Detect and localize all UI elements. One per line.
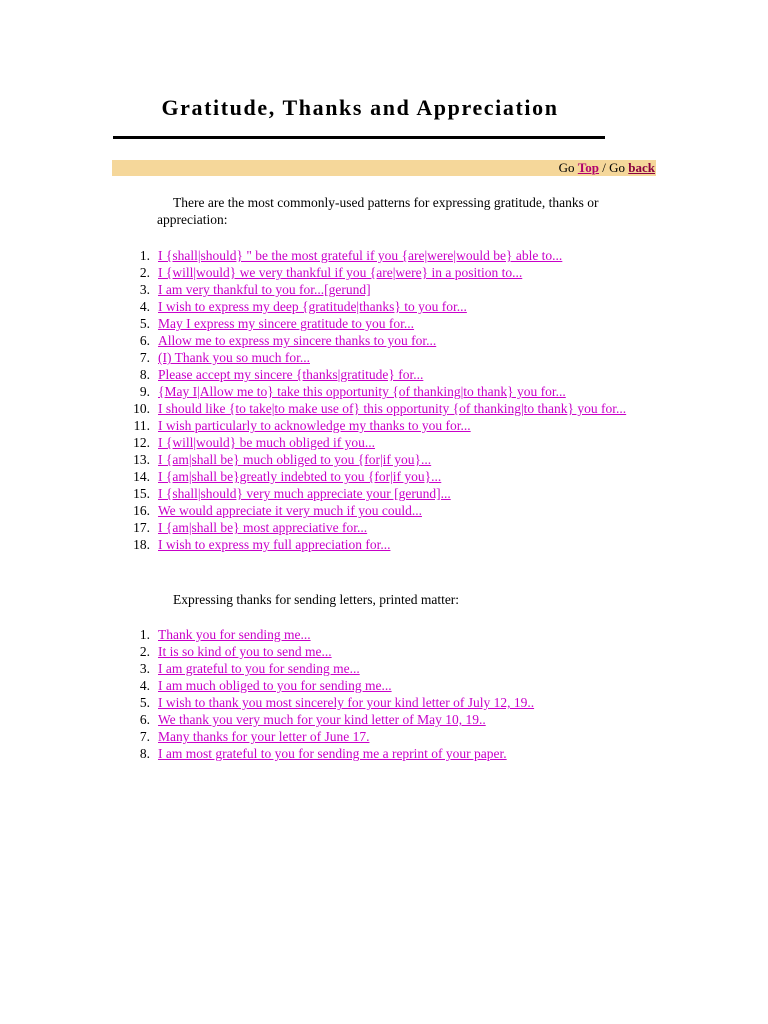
list-item bbox=[139, 349, 648, 366]
phrase-link[interactable]: We would appreciate it very much if you could... bbox=[158, 503, 422, 518]
list-item bbox=[139, 660, 648, 677]
phrase-link[interactable]: Allow me to express my sincere thanks to you for... bbox=[158, 333, 437, 348]
section-intro-letters: Expressing thanks for sending letters, printed matter: bbox=[173, 592, 460, 607]
list-item-number: 12. bbox=[133, 435, 150, 450]
list-item-number: 13. bbox=[133, 452, 150, 467]
list-item-number: 2. bbox=[139, 265, 150, 280]
phrase-link[interactable]: I wish particularly to acknowledge my thanks to you for... bbox=[158, 418, 471, 433]
phrase-link[interactable]: We thank you very much for your kind letter of May 10, 19.. bbox=[158, 712, 486, 727]
list-item-number: 8. bbox=[139, 367, 150, 382]
list-item bbox=[139, 694, 648, 711]
page-title: Gratitude, Thanks and Appreciation bbox=[161, 95, 559, 120]
list-item bbox=[139, 745, 648, 762]
phrase-link[interactable]: I wish to thank you most sincerely for your kind letter of July 12, 19.. bbox=[158, 695, 535, 710]
phrase-link[interactable]: I am most grateful to you for sending me a reprint of your paper. bbox=[158, 746, 507, 761]
phrase-link[interactable]: Many thanks for your letter of June 17. bbox=[158, 729, 370, 744]
list-item bbox=[139, 247, 648, 264]
list-item-number: 11. bbox=[133, 418, 150, 433]
list-item-number: 9. bbox=[139, 384, 150, 399]
phrase-link[interactable]: I {am|shall be} much obliged to you {for|if you}... bbox=[158, 452, 432, 467]
list-item-number: 3. bbox=[139, 282, 150, 297]
list-item bbox=[139, 332, 648, 349]
gratitude-patterns-list bbox=[133, 247, 648, 553]
list-item-number: 3. bbox=[139, 661, 150, 676]
thanks-for-letters-list bbox=[139, 626, 648, 762]
phrase-link[interactable]: I {am|shall be} most appreciative for... bbox=[158, 520, 368, 535]
list-item bbox=[139, 626, 648, 643]
phrase-link[interactable]: I {shall|should} very much appreciate your [gerund]... bbox=[158, 486, 451, 501]
list-item bbox=[139, 643, 648, 660]
list-item bbox=[139, 315, 648, 332]
nav-go-label: Go bbox=[558, 160, 578, 175]
phrase-link[interactable]: {May I|Allow me to} take this opportunity {of thanking|to thank} you for... bbox=[158, 384, 566, 399]
list-item bbox=[133, 400, 648, 417]
phrase-link[interactable]: May I express my sincere gratitude to you for... bbox=[158, 316, 415, 331]
phrase-link[interactable]: I wish to express my deep {gratitude|thanks} to you for... bbox=[158, 299, 467, 314]
phrase-link[interactable]: I should like {to take|to make use of} this opportunity {of thanking|to thank} you for... bbox=[158, 401, 627, 416]
list-item-number: 4. bbox=[139, 299, 150, 314]
list-item bbox=[139, 728, 648, 745]
list-item bbox=[139, 281, 648, 298]
list-item-number: 18. bbox=[133, 537, 150, 552]
list-item-number: 4. bbox=[139, 678, 150, 693]
list-item bbox=[139, 298, 648, 315]
phrase-link[interactable]: I am grateful to you for sending me... bbox=[158, 661, 360, 676]
phrase-link[interactable]: Please accept my sincere {thanks|gratitude} for... bbox=[158, 367, 424, 382]
phrase-link[interactable]: I {am|shall be}greatly indebted to you {for|if you}... bbox=[158, 469, 442, 484]
phrase-link[interactable]: I {will|would} be much obliged if you... bbox=[158, 435, 376, 450]
phrase-link[interactable]: I {will|would} we very thankful if you {are|were} in a position to... bbox=[158, 265, 523, 280]
list-item-number: 5. bbox=[139, 695, 150, 710]
list-item-number: 10. bbox=[133, 401, 150, 416]
list-item-number: 1. bbox=[139, 627, 150, 642]
list-item-number: 16. bbox=[133, 503, 150, 518]
list-item bbox=[133, 502, 648, 519]
list-item bbox=[133, 451, 648, 468]
list-item bbox=[133, 536, 648, 553]
list-item-number: 1. bbox=[139, 248, 150, 263]
go-back-link[interactable]: back bbox=[628, 160, 655, 175]
phrase-link[interactable]: I am much obliged to you for sending me... bbox=[158, 678, 392, 693]
phrase-link[interactable]: Thank you for sending me... bbox=[158, 627, 311, 642]
list-item-number: 7. bbox=[139, 729, 150, 744]
phrase-link[interactable]: I {shall|should} " be the most grateful if you {are|were|would be} able to... bbox=[158, 248, 563, 263]
list-item bbox=[133, 468, 648, 485]
intro-paragraph: There are the most commonly-used patterns for expressing gratitude, thanks or appreciation: bbox=[157, 195, 599, 227]
nav-separator-label: / Go bbox=[599, 160, 629, 175]
list-item bbox=[133, 485, 648, 502]
list-item bbox=[139, 711, 648, 728]
list-item bbox=[133, 417, 648, 434]
list-item-number: 6. bbox=[139, 333, 150, 348]
list-item bbox=[133, 519, 648, 536]
list-item-number: 17. bbox=[133, 520, 150, 535]
list-item bbox=[139, 383, 648, 400]
go-top-link[interactable]: Top bbox=[577, 160, 600, 175]
list-item-number: 15. bbox=[133, 486, 150, 501]
list-item bbox=[139, 366, 648, 383]
list-item-number: 6. bbox=[139, 712, 150, 727]
list-item-number: 2. bbox=[139, 644, 150, 659]
phrase-link[interactable]: It is so kind of you to send me... bbox=[158, 644, 332, 659]
phrase-link[interactable]: (I) Thank you so much for... bbox=[158, 350, 310, 365]
list-item-number: 8. bbox=[139, 746, 150, 761]
title-divider bbox=[113, 136, 605, 139]
navigation-bar bbox=[112, 160, 656, 176]
list-item bbox=[139, 264, 648, 281]
list-item-number: 14. bbox=[133, 469, 150, 484]
list-item-number: 7. bbox=[139, 350, 150, 365]
phrase-link[interactable]: I wish to express my full appreciation for... bbox=[158, 537, 391, 552]
list-item bbox=[133, 434, 648, 451]
phrase-link[interactable]: I am very thankful to you for...[gerund] bbox=[158, 282, 371, 297]
list-item-number: 5. bbox=[139, 316, 150, 331]
list-item bbox=[139, 677, 648, 694]
